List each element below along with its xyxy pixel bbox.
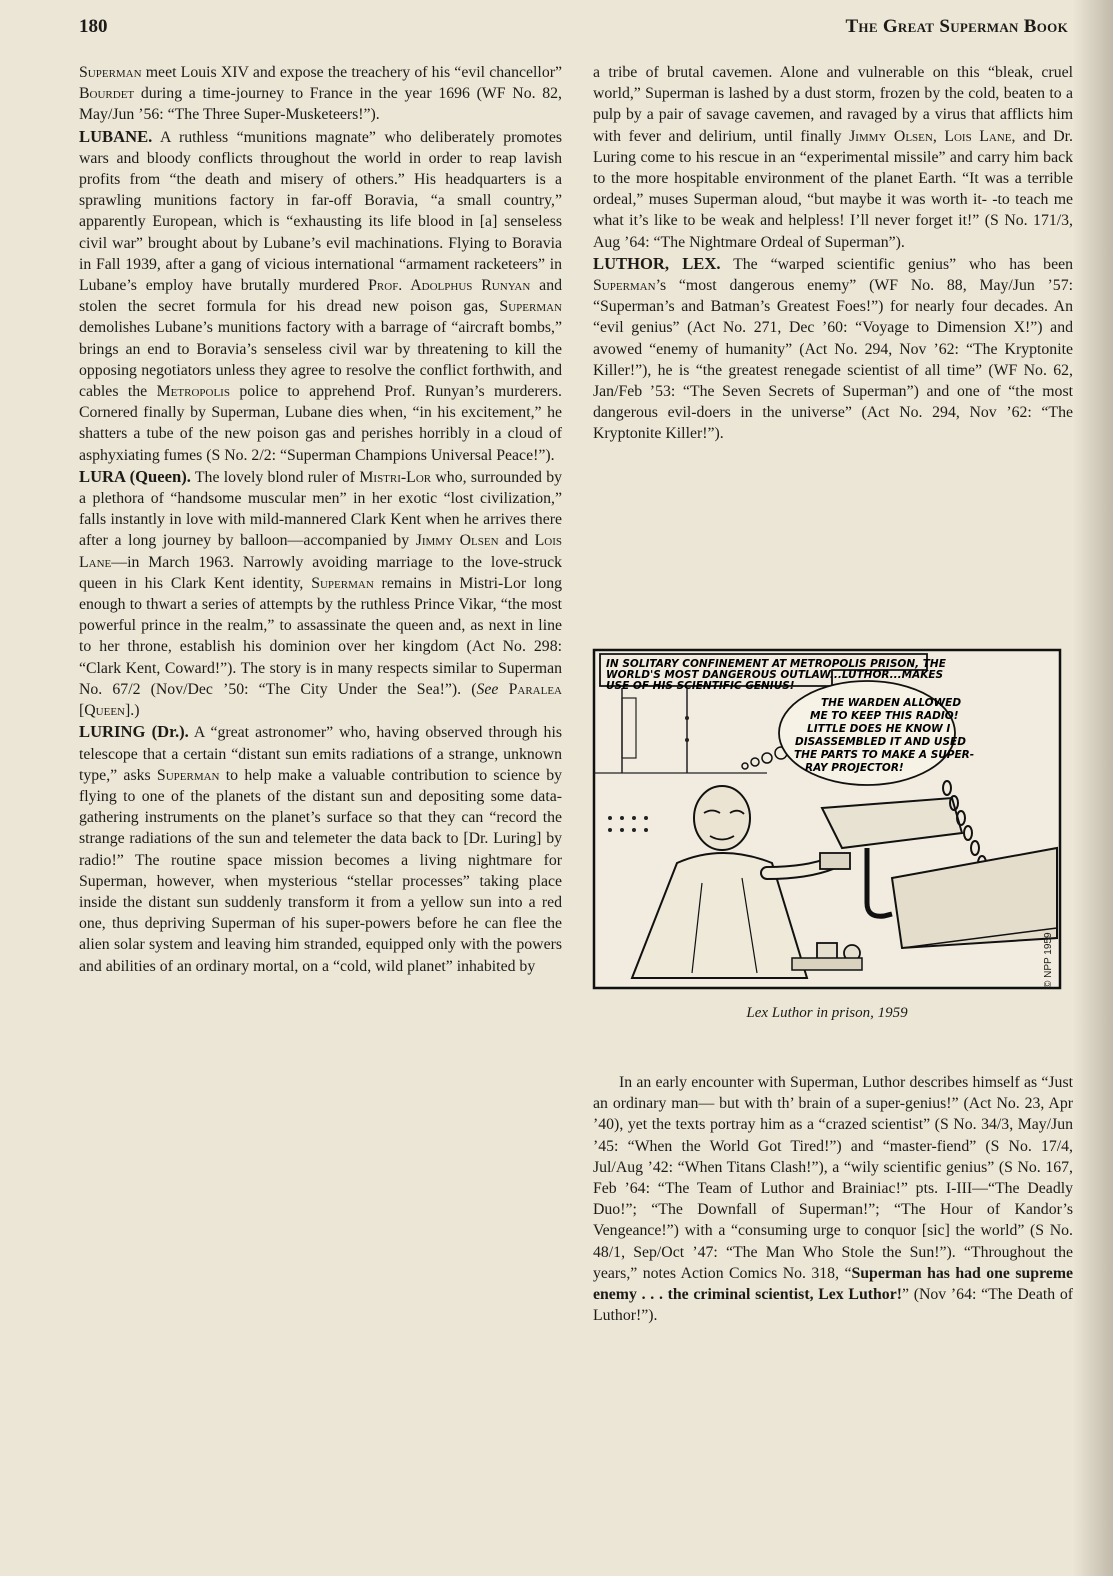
- balloon-line: LITTLE DOES HE KNOW I: [807, 723, 951, 735]
- see-ref: See: [476, 680, 499, 698]
- text-run: ,: [932, 127, 945, 145]
- running-head: The Great Superman Book: [845, 16, 1068, 37]
- caption-box-line: USE OF HIS SCIENTIFIC GENIUS!: [606, 680, 795, 692]
- name-ref: Jimmy Olsen: [849, 127, 933, 145]
- text-run: A “great astronomer” who, having observed through his telescope that a certain “distant sun emits radiations of a strange, unknown type,” asks: [79, 724, 562, 784]
- text-run: The lovely blond ruler of: [190, 468, 360, 486]
- name-ref: Superman: [499, 298, 562, 316]
- name-ref: Superman: [156, 766, 220, 784]
- text-run: A ruthless “munitions magnate” who deliberately promotes wars and bloody conflicts throughout the world in order to reap lavish profits from “the death and misery of others.” His headquarters is a sprawling munitions factory in far-off Boravia, “a small country,” apparently European, which is “exhausting its life blood in [a] senseless civil war” brought about by Lubane’s evil machinations. Flying to Boravia in Fall 1939, after a gang of vicious international “armament racketeers” in Lubane’s employ have brutally murdered: [79, 128, 562, 295]
- copyright-text: © NPP 1959: [1043, 932, 1054, 988]
- continued-paragraph: [593, 62, 1073, 253]
- entry-title: LURA (Queen).: [79, 466, 191, 486]
- balloon-line: DISASSEMBLED IT AND USED: [795, 736, 966, 748]
- balloon-line: RAY PROJECTOR!: [805, 762, 904, 774]
- text-run: The “warped scientific genius” who has been: [720, 255, 1073, 273]
- balloon-line: THE WARDEN ALLOWED: [821, 697, 962, 709]
- text-run: —in March 1963. Narrowly avoiding marriage to the love-struck queen in his Clark Kent identity,: [79, 553, 562, 592]
- text-run: ” (Nov ’64: “The Death of Luthor!”).: [593, 1286, 1074, 1325]
- quote-bold: Superman has had one supreme enemy . . . the criminal scientist, Lex Luthor!: [593, 1264, 1073, 1304]
- text-run: , and Dr. Luring come to his rescue in an “experimental missile” and carry him back to the more hospitable environment of the planet Earth. “It was a terrible ordeal,” muses Superman aloud, “but maybe it was worth it- -to teach me what it’s like to be weak and helpless! I’ll never forget it!” (S No. 171/3, Aug ’64: “The Nightmare Ordeal of Superman”).: [593, 127, 1073, 251]
- caption-box-line: WORLD'S MOST DANGEROUS OUTLAW...LUTHOR...MAKES: [606, 669, 944, 681]
- name-ref: Superman: [79, 64, 142, 81]
- text-run: and stolen the secret formula for his dread new poison gas,: [79, 277, 562, 316]
- entry-title: LUBANE.: [79, 126, 153, 146]
- name-ref: Superman: [311, 574, 374, 592]
- comic-panel-figure: [592, 648, 1062, 990]
- text-run: a tribe of brutal cavemen. Alone and vulnerable on this “bleak, cruel world,” Superman is lashed by a dust storm, frozen by the cold, beaten to a pulp by a pair of savage cavemen, and ravaged by a virus that afflicts him with fever and delirium, until finally: [593, 64, 1073, 145]
- text-run: .): [130, 702, 140, 720]
- text-run: ’s “most dangerous enemy” (WF No. 88, May/Jun ’57: “Superman’s and Batman’s Greatest Foes!”) for nearly four decades. An “evil genius” (Act No. 271, Dec ’60: “Voyage to Dimension X!”) and avowed “enemy of humanity” (Act No. 294, Nov ’62: “The Kryptonite Killer!”), he is “the greatest renegade scientist of all time” (WF No. 62, Jan/Feb ’53: “The Seven Secrets of Superman”) and one of “the most dangerous evil-doers in the universe” (Act No. 294, Nov ’62: “The Kryptonite Killer!”).: [593, 277, 1073, 443]
- text-run: [498, 681, 508, 698]
- page-header: [79, 16, 1068, 42]
- name-ref: Lois Lane: [944, 127, 1012, 145]
- name-ref: Jimmy Olsen: [415, 532, 499, 550]
- continued-paragraph: [79, 62, 562, 126]
- entry-luring: [79, 721, 562, 976]
- text-run: who, surrounded by a plethora of “handsome muscular men” in her exotic “lost civilization,” falls instantly in love with mild-mannered Clark Kent when he arrives there after a long journey by balloon—accompanied by: [79, 468, 563, 550]
- figure-caption: Lex Luthor in prison, 1959: [746, 1005, 908, 1021]
- text-run: In an early encounter with Superman, Luthor describes himself as “Just an ordinary man— but with th’ brain of a super-genius!” (Act No. 23, Apr ’40), yet the texts portray him as a “crazed scientist” (S No. 34/3, May/Jun ’45: “When the World Got Tired!”) and “master-fiend” (S No. 17/4, Jul/Aug ’42: “When Titans Clash!”), a “wily scientific genius” (S No. 167, Feb ’64: “The Team of Luthor and Brainiac!” pts. I-III—“The Deadly Duo!”; “The Downfall of Superman!”; “The Hour of Kandor’s Vengeance!”) with a “consuming urge to conquor [sic] the world” (S No. 48/1, Sep/Oct ’47: “The Man Who Stole the Sun!”). “Throughout the years,” notes Action Comics No. 318, “: [593, 1074, 1073, 1282]
- text-run: police to apprehend Prof. Runyan’s murderers. Cornered finally by Superman, Lubane dies when, “in his excitement,” he shatters a tube of the new poison gas and perishes horribly in a cloud of asphyxiating fumes (S No. 2/2: “Superman Champions Universal Peace!”).: [79, 383, 562, 464]
- entry-luthor: [593, 253, 1073, 445]
- right-column-lower: [593, 1072, 1073, 1326]
- name-ref: Prof. Adolphus Runyan: [368, 277, 531, 295]
- balloon-line: ME TO KEEP THIS RADIO!: [810, 710, 959, 722]
- name-ref: Bourdet: [79, 85, 135, 103]
- text-run: and: [498, 532, 535, 550]
- entry-title: LURING (Dr.).: [79, 722, 189, 742]
- page-gutter-shadow: [1073, 0, 1113, 1576]
- entry-title: LUTHOR, LEX.: [593, 253, 721, 273]
- text-run: during a time-journey to France in the year 1696 (WF No. 82, May/Jun ’56: “The Three Super-Musketeers!”).: [79, 85, 562, 124]
- luthor-paragraph-2: [593, 1072, 1073, 1326]
- left-column: [79, 62, 562, 977]
- name-ref: Lois Lane: [79, 532, 562, 571]
- text-run: meet Louis XIV and expose the treachery of his “evil chancellor”: [141, 64, 562, 81]
- text-run: demolishes Lubane’s munitions factory with a barrage of “aircraft bombs,” brings an end to Boravia’s senseless civil war by threatening to kill the opposing negotiators unless they agree to resolve the conflict forthwith, and cables the: [79, 319, 562, 401]
- entry-lura: [79, 466, 562, 721]
- caption-box-line: IN SOLITARY CONFINEMENT AT METROPOLIS PRISON, THE: [606, 658, 946, 670]
- name-ref: Metropolis: [156, 383, 230, 401]
- name-ref: Mistri-Lor: [359, 468, 432, 486]
- copyright-notice: [1040, 900, 1054, 990]
- page-number: 180: [79, 16, 108, 37]
- text-run: remains in Mistri-Lor long enough to thwart a series of attempts by the ruthless Prince Vikar, “the most powerful prince in the realm,” to assassinate the queen and, as next in line to her throne, establish his dominion over her kingdom (Act No. 298: “Clark Kent, Coward!”). The story is in many respects similar to Superman No. 67/2 (Nov/Dec ’50: “The City Under the Sea!”). (: [79, 574, 562, 698]
- name-ref: Superman: [593, 277, 656, 295]
- entry-lubane: [79, 126, 562, 466]
- text-run: to help make a valuable contribution to science by flying to one of the planets of the distant sun and depositing some data-gathering instruments on the planet’s surface so that they can “record the strange radiations of the sun and telemeter the data back to [Dr. Luring] by radio!” The routine space mission becomes a living nightmare for Superman, however, when mysterious “stellar processes” taking place inside the distant sun suddenly transform it from a yellow sun into a red one, thus depriving Superman of his super-powers before he can flee the alien solar system and leaving him stranded, equipped only with the powers and abilities of an ordinary mortal, on a “cold, wild planet” inhabited by: [79, 766, 562, 975]
- right-column: [593, 62, 1073, 445]
- balloon-line: THE PARTS TO MAKE A SUPER-: [794, 749, 975, 761]
- cross-ref: Paralea [Queen]: [79, 680, 562, 720]
